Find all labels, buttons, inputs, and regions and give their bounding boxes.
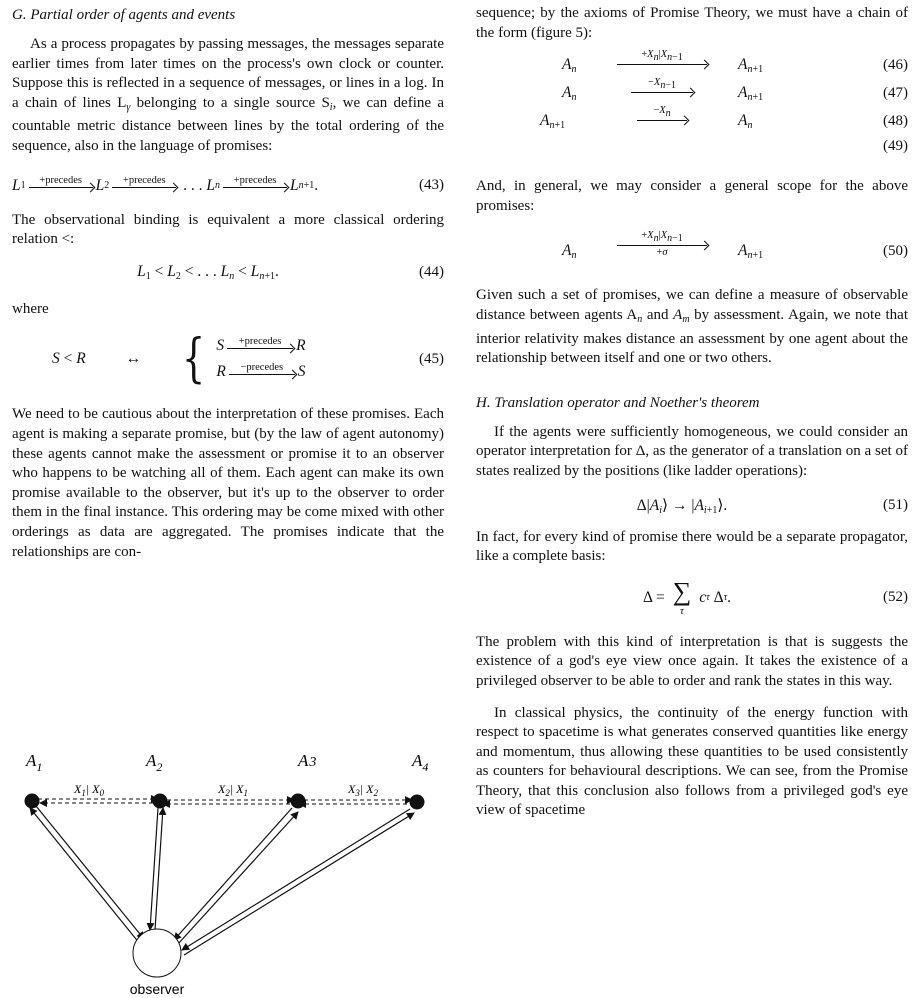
where-text: where — [12, 300, 49, 317]
paragraph: If the agents were sufficiently homogeneous, we could consider an operator interpretation for Δ, as the generator of a translation on a set of states realized by the positions (like ladder operations): — [476, 423, 908, 479]
section-heading-g: G. Partial order of agents and events — [12, 7, 236, 23]
equation-45: S < R ↔ { S +precedes R R −precedes S (45) — [52, 329, 444, 390]
right-column — [476, 0, 908, 821]
equation-44: $L_1 < L_2$ < . . . $L_n < L_{n+1}$. (44) — [137, 263, 444, 283]
agent-label-a3: A3 — [298, 751, 317, 770]
agent-node-a3 — [291, 794, 306, 809]
paragraph: The problem with this kind of interpretation is that is suggests the existence of a god's eye view once again. It takes the existence of a privileged observer to be able to order and rank the states in this way. — [476, 633, 908, 689]
agent-label-a1: $A_1$ — [26, 751, 43, 774]
agent-node-a2 — [153, 794, 168, 809]
observer-label: observer — [129, 981, 185, 997]
paragraph: As a process propagates by passing messages, the messages separate earlier times from later times on the process's own clock or counter. Suppose this is reflected in a sequence of messages, or lines in a log. In a chain of lines $L_\gamma$ belonging to a single source $S_i$, we can define a countable metric distance between lines by the total ordering of the sequence, also in the language of promises: — [12, 36, 444, 154]
agent-node-a4 — [410, 795, 425, 810]
agent-chain-figure — [12, 736, 444, 998]
paragraph: Given such a set of promises, we can define a measure of observable distance between agents $A_n$ and $A_m$ by assessment. Again, we note that interior relativity makes distance an assessment by one agent about the relationship between itself and one or two others. — [476, 287, 908, 367]
paragraph: We need to be cautious about the interpretation of these promises. Each agent is making a separate promise, but (by the law of agent autonomy) these agents cannot make the assessment or promise it to an observer who happens to be watching all of them. Each agent can make its own promise available to the observer, but it's up to the observer to order them in the final instance. This ordering may be come mixed with other orderings as data are aggregated. The promises indicate that the relationships are con- — [12, 406, 444, 560]
agent-label-a2: $A_2$ — [146, 751, 163, 774]
equation-50: $A_n$ $+X_n|X_{n-1}$ +σ $A_{n+1}$ (50) — [562, 230, 908, 261]
agent-label-a4: $A_4$ — [412, 751, 429, 774]
paragraph: And, in general, we may consider a general scope for the above promises: — [476, 178, 908, 214]
paragraph: sequence; by the axioms of Promise Theory, we must have a chain of the form (figure 5): — [476, 5, 908, 41]
link-label-2: $X_2|$ $X_1$ — [218, 782, 248, 798]
equation-51: $\Delta|A_i⟩$ → $|A_{i+1}⟩$. (51) — [636, 496, 908, 516]
observer-node — [133, 929, 181, 977]
agent-node-a1 — [25, 794, 40, 809]
link-label-1: $X_1|$ $X_0$ — [74, 782, 104, 798]
left-column — [12, 0, 444, 997]
equation-52: Δ = ∑ τ c τ Δ τ . (52) — [642, 576, 908, 617]
equation-block-46-49: $A_n$ $+X_n|X_{n-1}$ $A_{n+1}$ (46) $A_n$ $-X_{n-1}$ $A_{n+1}$ (47) $A_{n+1}$ $-X_n$ $A_n$ (48) (49) — [540, 49, 908, 154]
equation-43: L 1 +precedes L 2 +precedes . . . L n +precedes L n +1 . (43) — [12, 175, 444, 194]
paragraph: In fact, for every kind of promise there would be a separate propagator, like a complete basis: — [476, 528, 908, 565]
paragraph: In classical physics, the continuity of the energy function with respect to spacetime is what generates conserved quantities like energy and momentum, thus allowing these quantities to be used consistently as counters for behavioural descriptions. We can see, from the Promise Theory, that this conclusion also follows from a privileged god's eye view of spacetime — [476, 704, 908, 819]
paragraph: The observational binding is equivalent a more classical ordering relation <: — [12, 211, 444, 248]
section-heading-h: H. Translation operator and Noether's theorem — [476, 394, 760, 411]
link-label-3: $X_3|$ $X_2$ — [348, 782, 378, 798]
